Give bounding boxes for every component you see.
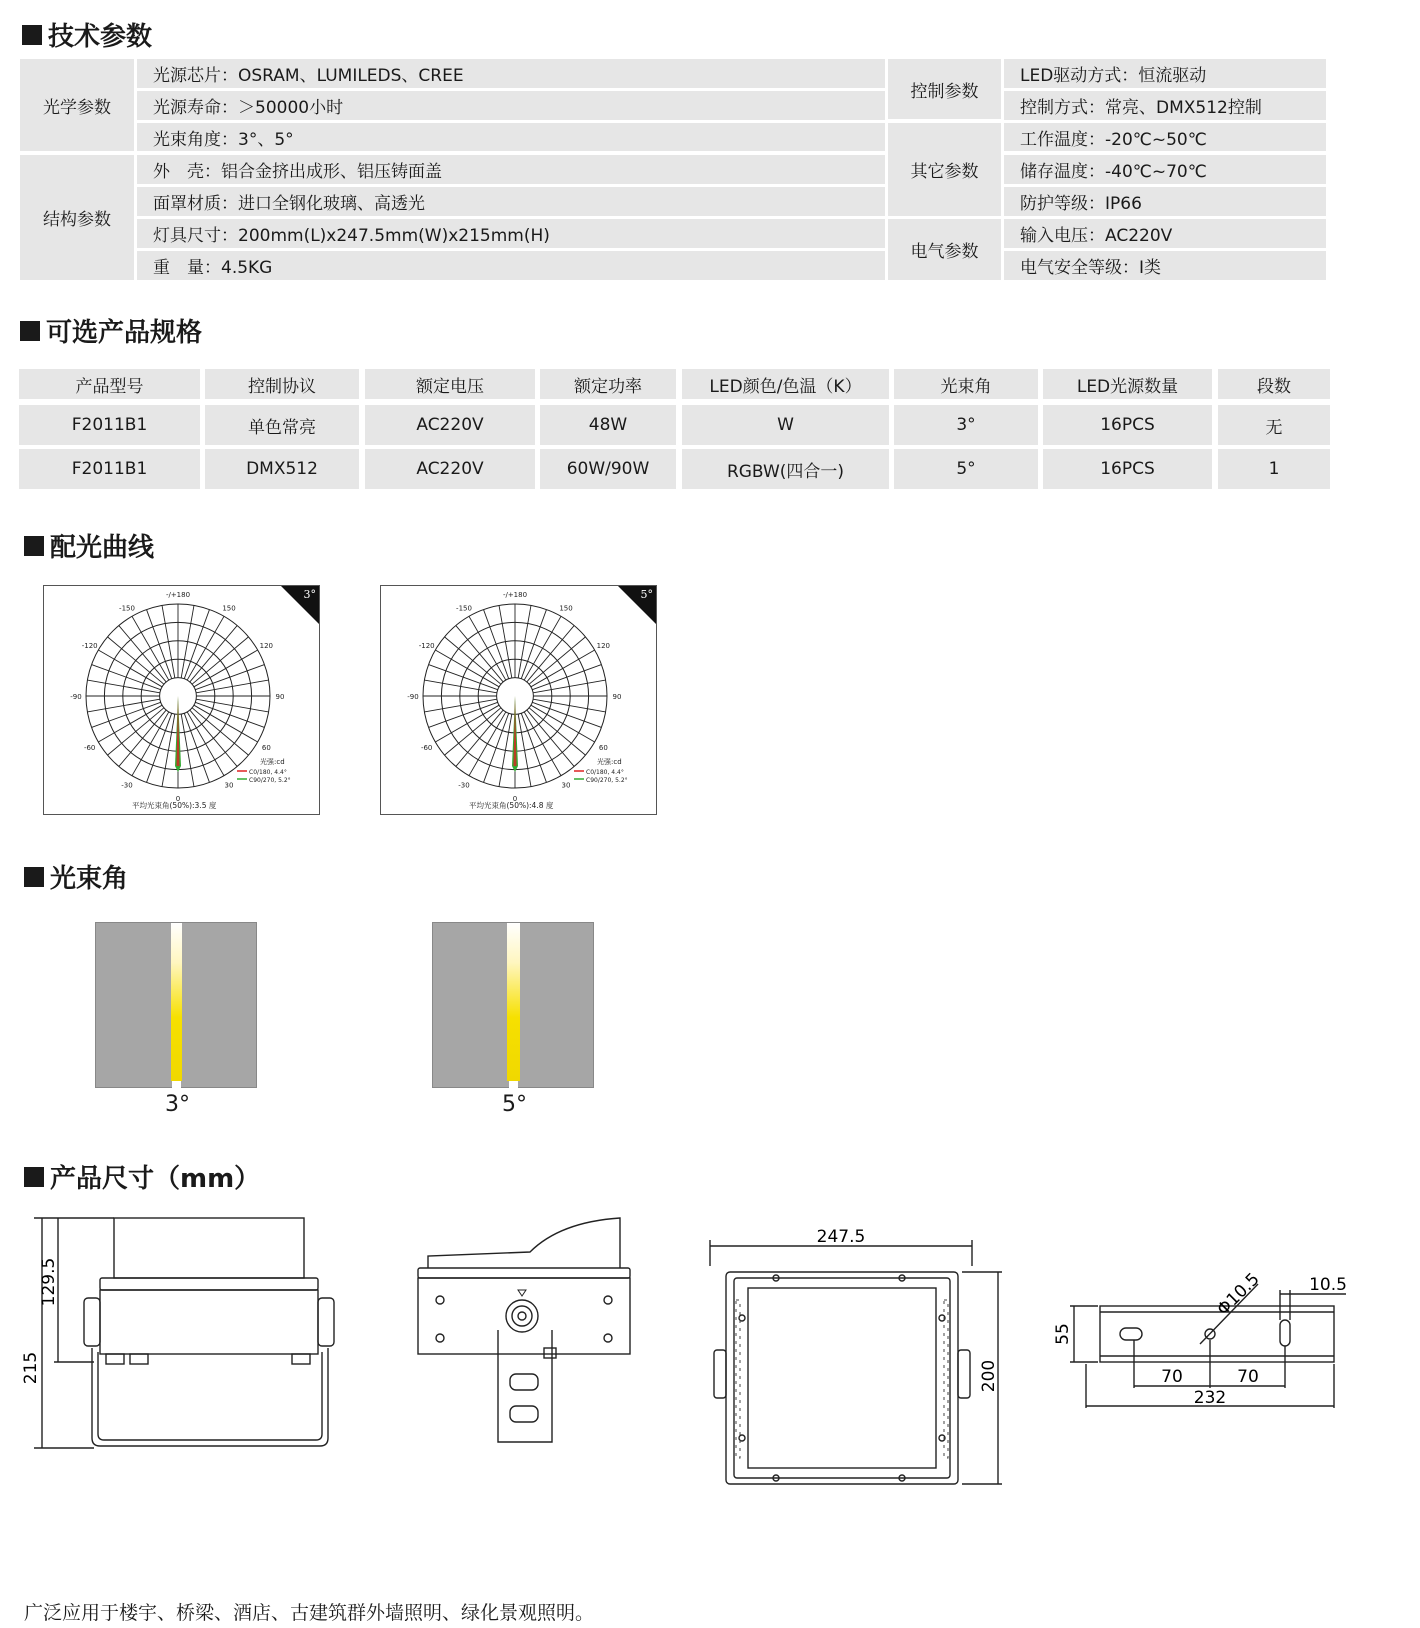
polar-angle-label: 120 <box>259 642 274 650</box>
group-optical <box>20 59 134 151</box>
legend-title: 光强:cd <box>597 758 622 766</box>
polar-angle-label: 150 <box>559 604 573 613</box>
polar-angle-label: 120 <box>596 642 611 650</box>
polar-spoke <box>184 610 209 679</box>
cell-text: 单色常亮 <box>248 417 316 438</box>
dim-label-phi: Φ10.5 <box>1213 1269 1264 1320</box>
dim-label-200: 200 <box>979 1359 999 1393</box>
table-cell <box>365 405 535 445</box>
polar-spoke <box>429 702 498 727</box>
header-text: 产品型号 <box>75 376 144 397</box>
polar-spoke <box>181 714 194 786</box>
group-other <box>888 123 1001 216</box>
polar-spoke <box>499 714 512 786</box>
tech-row-text: 光源芯片：OSRAM、LUMILEDS、CREE <box>153 66 464 86</box>
polar-angle-label: 90 <box>275 693 285 701</box>
group-structure <box>20 155 134 280</box>
tech-row-text: LED驱动方式：恒流驱动 <box>1020 66 1207 86</box>
polar-spoke <box>424 699 496 712</box>
square-bullet-icon <box>24 867 44 887</box>
polar-spoke <box>533 680 605 693</box>
back-view-drawing <box>410 1212 640 1457</box>
cell-text: 5° <box>956 459 976 479</box>
table-cell <box>682 449 889 489</box>
cell-text: 16PCS <box>1100 415 1155 435</box>
table-cell <box>540 405 676 445</box>
polar-angle-label: -90 <box>407 693 419 701</box>
cell-text: AC220V <box>416 459 484 479</box>
header-text: LED颜色/色温（K） <box>709 376 862 397</box>
polar-spoke <box>499 605 512 677</box>
table-header <box>365 369 535 399</box>
header-text: 光束角 <box>940 376 992 397</box>
tech-row <box>137 123 885 151</box>
tech-row-text: 控制方式：常亮、DMX512控制 <box>1020 98 1262 118</box>
section-title-dims <box>24 1158 260 1195</box>
beam-label-5: 5° <box>502 1092 527 1117</box>
polar-diagram <box>44 586 321 816</box>
polar-spoke <box>162 605 175 677</box>
section-title-options-text: 可选产品规格 <box>46 318 203 348</box>
polar-angle-label: 90 <box>612 693 622 701</box>
table-cell <box>205 405 359 445</box>
header-text: LED光源数量 <box>1076 376 1179 397</box>
beam-label-3: 3° <box>165 1092 190 1117</box>
tech-row <box>1004 187 1326 216</box>
legend-c90: C90/270, 5.2° <box>249 777 291 784</box>
tech-row <box>137 187 885 216</box>
group-optical-label: 光学参数 <box>43 97 111 118</box>
dim-label-215: 215 <box>21 1351 41 1385</box>
beam-source-dot <box>172 1081 181 1088</box>
section-title-curve-text: 配光曲线 <box>50 533 155 563</box>
table-cell <box>894 449 1038 489</box>
header-text: 额定电压 <box>416 376 484 397</box>
dim-label-70-left: 70 <box>1161 1367 1183 1387</box>
section-title-tech <box>22 16 152 53</box>
table-cell <box>540 449 676 489</box>
polar-spoke <box>184 713 209 782</box>
beam-source-dot <box>509 1081 518 1088</box>
tech-row <box>137 219 885 248</box>
cell-text: RGBW(四合一) <box>726 461 845 482</box>
legend-title: 光强:cd <box>260 758 285 766</box>
polar-spoke <box>181 605 194 677</box>
table-cell <box>1218 405 1330 445</box>
group-structure-label: 结构参数 <box>43 210 111 230</box>
cell-text: 48W <box>588 415 628 435</box>
polar-angle-label: -60 <box>83 744 96 752</box>
tech-row <box>137 155 885 184</box>
group-electrical <box>888 219 1001 280</box>
tech-row-text: 储存温度：-40℃~70℃ <box>1020 162 1207 182</box>
cell-text: 1 <box>1268 459 1280 479</box>
polar-spoke <box>87 680 159 693</box>
polar-spoke <box>147 713 172 782</box>
polar-spoke <box>532 665 601 690</box>
polar-spoke <box>429 665 498 690</box>
cell-text: 无 <box>1265 417 1283 438</box>
tech-row-text: 重 量：4.5KG <box>153 258 273 278</box>
polar-spoke <box>195 702 264 727</box>
polar-angle-label: -30 <box>121 781 133 790</box>
table-header <box>205 369 359 399</box>
polar-chart-3 <box>43 585 320 815</box>
polar-spoke <box>162 714 175 786</box>
cell-text: 3° <box>956 415 976 435</box>
cell-text: F2011B1 <box>71 459 148 479</box>
table-cell <box>205 449 359 489</box>
polar-angle-label: 0 <box>512 795 518 803</box>
square-bullet-icon <box>24 536 44 556</box>
tech-row <box>137 59 885 88</box>
polar-angle-label: -150 <box>456 604 472 613</box>
polar-spoke <box>518 605 531 677</box>
cell-text: 16PCS <box>1100 459 1155 479</box>
table-cell <box>19 449 200 489</box>
polar-angle-label: -90 <box>70 693 82 701</box>
polar-spoke <box>196 680 268 693</box>
polar-angle-label: 30 <box>561 781 571 790</box>
tech-row <box>1004 91 1326 120</box>
polar-angle-label: -120 <box>418 642 435 650</box>
table-header <box>19 369 200 399</box>
table-header <box>894 369 1038 399</box>
table-cell <box>19 405 200 445</box>
table-cell <box>365 449 535 489</box>
group-electrical-label: 电气参数 <box>910 242 979 262</box>
corner-label: 5° <box>640 588 653 601</box>
beam-preview-3 <box>95 922 257 1088</box>
dim-label-55: 55 <box>1053 1323 1073 1345</box>
tech-row-text: 防护等级：IP66 <box>1020 194 1142 214</box>
table-header <box>540 369 676 399</box>
header-text: 额定功率 <box>574 376 642 397</box>
polar-spoke <box>195 665 264 690</box>
tech-row <box>1004 155 1326 184</box>
legend-c90: C90/270, 5.2° <box>586 777 628 784</box>
square-bullet-icon <box>24 1167 44 1187</box>
tech-row-text: 面罩材质：进口全钢化玻璃、高透光 <box>153 194 425 214</box>
tech-row <box>1004 251 1326 280</box>
group-other-label: 其它参数 <box>910 162 979 182</box>
table-cell <box>682 405 889 445</box>
cell-text: F2011B1 <box>71 415 148 435</box>
header-text: 控制协议 <box>248 376 316 397</box>
polar-angle-label: 60 <box>261 744 271 752</box>
polar-spoke <box>196 699 268 712</box>
polar-chart-5 <box>380 585 657 815</box>
polar-spoke <box>87 699 159 712</box>
polar-spoke <box>424 680 496 693</box>
polar-spoke <box>533 699 605 712</box>
cell-text: AC220V <box>416 415 484 435</box>
polar-angle-label: -/+180 <box>502 591 528 599</box>
polar-spoke <box>518 714 531 786</box>
tech-row-text: 外 壳：铝合金挤出成形、铝压铸面盖 <box>153 162 442 182</box>
tech-row-text: 光源寿命：＞50000小时 <box>153 98 344 118</box>
section-title-beam <box>24 858 128 895</box>
polar-angle-label: 0 <box>175 795 181 803</box>
polar-angle-label: 30 <box>224 781 234 790</box>
polar-spoke <box>92 702 161 727</box>
section-title-tech-text: 技术参数 <box>48 22 153 52</box>
polar-angle-label: -120 <box>81 642 98 650</box>
section-title-dims-text: 产品尺寸（mm） <box>50 1164 261 1194</box>
side-view-drawing <box>14 1212 354 1462</box>
tech-row-text: 工作温度：-20℃~50℃ <box>1020 129 1207 150</box>
polar-spoke <box>92 665 161 690</box>
polar-spoke <box>521 610 546 679</box>
cell-text: 60W/90W <box>566 459 650 479</box>
tech-row <box>1004 219 1326 248</box>
polar-angle-label: -/+180 <box>165 591 191 599</box>
dim-label-129-5: 129.5 <box>39 1257 59 1307</box>
table-cell <box>1043 449 1212 489</box>
polar-angle-label: -30 <box>458 781 470 790</box>
group-control-label: 控制参数 <box>910 81 979 102</box>
polar-diagram <box>381 586 658 816</box>
square-bullet-icon <box>22 25 42 45</box>
legend-c0: C0/180, 4.4° <box>249 769 287 776</box>
bracket-drawing <box>1050 1262 1350 1422</box>
front-view-drawing <box>700 1228 1010 1496</box>
header-text: 段数 <box>1257 376 1291 397</box>
dim-label-70-right: 70 <box>1237 1367 1259 1387</box>
polar-angle-label: -150 <box>119 604 135 613</box>
tech-row <box>1004 123 1326 151</box>
table-header <box>682 369 889 399</box>
corner-label: 3° <box>303 588 316 601</box>
tech-row-text: 电气安全等级：Ⅰ类 <box>1020 258 1162 278</box>
tech-row <box>137 251 885 280</box>
section-title-options <box>20 312 202 349</box>
tech-row <box>137 91 885 120</box>
table-cell <box>894 405 1038 445</box>
dim-label-232: 232 <box>1193 1388 1227 1408</box>
tech-row-text: 输入电压：AC220V <box>1020 226 1173 246</box>
table-cell <box>1043 405 1212 445</box>
polar-spoke <box>484 713 509 782</box>
cell-text: W <box>777 415 794 435</box>
square-bullet-icon <box>20 321 40 341</box>
tech-row <box>1004 59 1326 88</box>
polar-spoke <box>484 610 509 679</box>
polar-angle-label: 60 <box>598 744 608 752</box>
tech-row-text: 灯具尺寸：200mm(L)x247.5mm(W)x215mm(H) <box>153 226 550 246</box>
table-cell <box>1218 449 1330 489</box>
section-title-beam-text: 光束角 <box>50 864 129 894</box>
legend-c0: C0/180, 4.4° <box>586 769 624 776</box>
beam-light-strip <box>171 923 182 1081</box>
cell-text: DMX512 <box>246 459 318 479</box>
polar-spoke <box>147 610 172 679</box>
polar-angle-label: -60 <box>420 744 433 752</box>
application-note: 广泛应用于楼宇、桥梁、酒店、古建筑群外墙照明、绿化景观照明。 <box>24 1602 595 1624</box>
beam-preview-5 <box>432 922 594 1088</box>
section-title-curve <box>24 527 154 564</box>
fin-marks <box>736 1300 948 1458</box>
dim-label-10-5: 10.5 <box>1309 1275 1347 1295</box>
table-header <box>1218 369 1330 399</box>
beam-light-strip <box>507 923 520 1081</box>
polar-spoke <box>521 713 546 782</box>
dim-label-247-5: 247.5 <box>816 1228 866 1247</box>
avg-beam-label: 平均光束角(50%):4.8 度 <box>469 801 554 810</box>
table-header <box>1043 369 1212 399</box>
polar-angle-label: 150 <box>222 604 236 613</box>
tech-row-text: 光束角度：3°、5° <box>153 129 294 150</box>
avg-beam-label: 平均光束角(50%):3.5 度 <box>132 801 217 810</box>
polar-spoke <box>532 702 601 727</box>
group-control <box>888 59 1001 119</box>
